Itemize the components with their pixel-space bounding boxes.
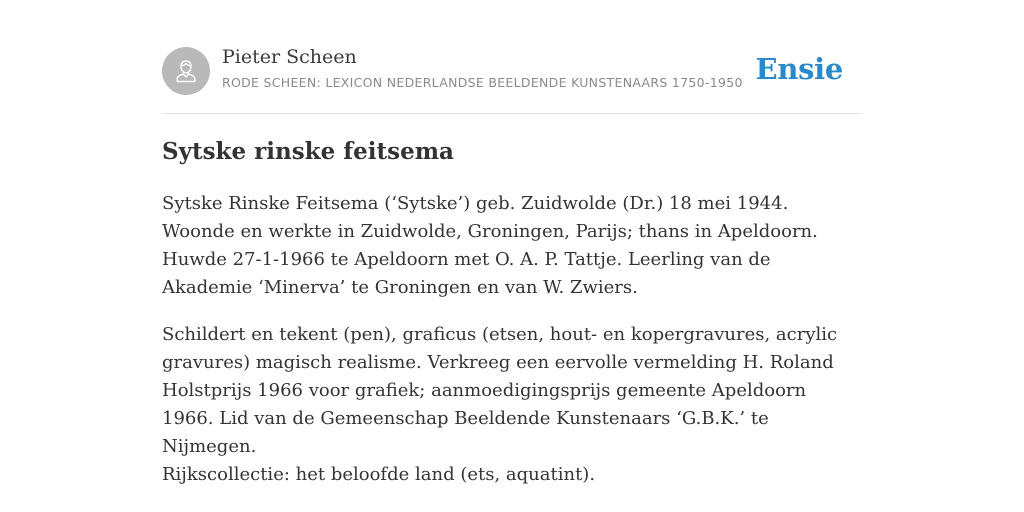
article-header: [162, 0, 862, 114]
author-name[interactable]: Pieter Scheen: [222, 46, 357, 68]
paragraph-3: Rijkscollectie: het beloofde land (ets, aquatint).: [162, 464, 596, 485]
article-container: [162, 0, 862, 485]
article-title: Sytske rinske feitsema: [162, 138, 454, 165]
paragraph-1: Sytske Rinske Feitsema (‘Sytske’) geb. Zuidwolde (Dr.) 18 mei 1944. Woonde en werkte in Zuidwolde, Groningen, Parijs; thans in Apeldoorn. Huwde 27-1-1966 te Apeldoorn met O. A. P. Tattje. Leerling van de Akademie ‘Minerva’ te Groningen en van W. Zwiers.: [162, 193, 818, 298]
author-avatar[interactable]: [162, 47, 210, 95]
ensie-logo[interactable]: Ensie: [755, 52, 843, 86]
source-title[interactable]: RODE SCHEEN: LEXICON NEDERLANDSE BEELDENDE KUNSTENAARS 1750-1950: [222, 75, 743, 90]
paragraph-2: Schildert en tekent (pen), graficus (etsen, hout- en kopergravures, acrylic gravures) magisch realisme. Verkreeg een eervolle vermelding H. Roland Holstprijs 1966 voor grafiek; aanmoedigingsprijs gemeente Apeldoorn 1966. Lid van de Gemeenschap Beeldende Kunstenaars ‘G.B.K.’ te Nijmegen.: [162, 324, 838, 457]
user-avatar-icon: [172, 57, 200, 85]
